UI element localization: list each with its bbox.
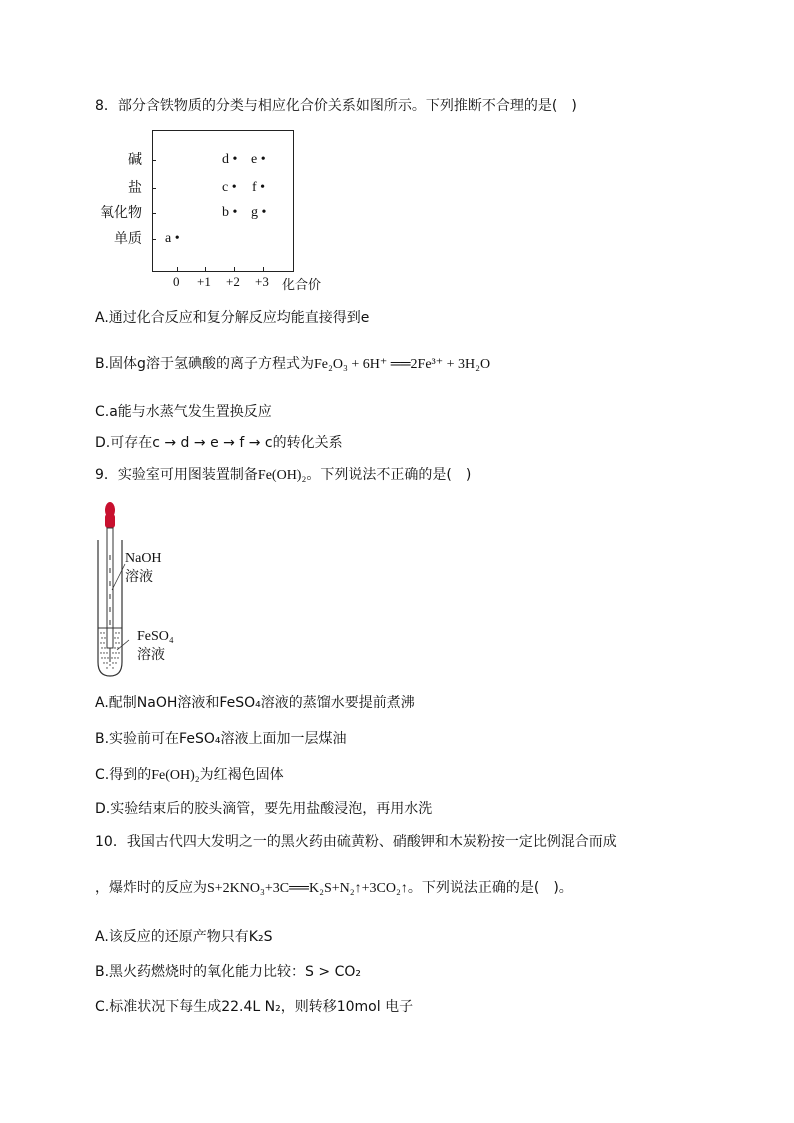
q8-option-c: C.a能与水蒸气发生置换反应: [95, 404, 272, 420]
point-e: e •: [251, 152, 266, 167]
q9-option-c: [95, 765, 284, 786]
x-axis-label: 化合价: [282, 278, 322, 293]
q10-reaction-equation: S+2KNO₃+3C══K₂S+N₂↑+3CO₂↑: [207, 881, 408, 896]
q8-stem: 8．部分含铁物质的分类与相应化合价关系如图所示。下列推断不合理的是( ): [95, 98, 577, 114]
dropper-bulb-base: [105, 514, 115, 528]
dropper-stem: [107, 528, 113, 648]
point-c: c •: [222, 180, 237, 195]
x-tick-1: +1: [197, 274, 211, 289]
q10-stem-tail: 。下列说法正确的是( )。: [407, 880, 573, 896]
point-b: b •: [222, 205, 238, 220]
q10-option-a: A.该反应的还原产物只有K₂S: [95, 929, 273, 945]
y-label-element: 单质: [114, 231, 142, 247]
q10-stem-text: ，爆炸时的反应为: [95, 880, 207, 896]
valence-chart: [95, 130, 345, 300]
point-g: g •: [251, 205, 267, 220]
q10-option-b: B.黑火药燃烧时的氧化能力比较：S > CO₂: [95, 964, 361, 980]
y-label-base: 碱: [128, 152, 142, 168]
q8-option-d: D.可存在c → d → e → f → c的转化关系: [95, 435, 343, 451]
point-f: f •: [252, 180, 266, 195]
q9-stem-formula: Fe(OH)₂: [257, 468, 307, 483]
point-a: a •: [165, 231, 180, 246]
q9-option-c-text: C.得到的: [95, 767, 152, 783]
q9-option-a: A.配制NaOH溶液和FeSO₄溶液的蒸馏水要提前煮沸: [95, 695, 415, 711]
y-label-salt: 盐: [128, 180, 142, 196]
q8-option-b-equation: Fe₂O₃ + 6H⁺ ══2Fe³⁺ + 3H₂O: [313, 357, 491, 372]
q9-option-b: B.实验前可在FeSO₄溶液上面加一层煤油: [95, 731, 347, 747]
q9-option-c-formula: Fe(OH)₂: [151, 768, 200, 783]
q8-option-b-text: B.固体g溶于氢碘酸的离子方程式为: [95, 356, 314, 372]
x-tick-2: +2: [226, 274, 240, 289]
q10-option-c: C.标准状况下每生成22.4L N₂，则转移10mol 电子: [95, 999, 414, 1015]
q9-stem-tail: 。下列说法不正确的是( ): [306, 467, 472, 483]
q9-option-d: D.实验结束后的胶头滴管，要先用盐酸浸泡，再用水洗: [95, 801, 433, 817]
point-d: d •: [222, 152, 238, 167]
x-tick-3: +3: [255, 274, 269, 289]
q9-stem-text: 9．实验室可用图装置制备: [95, 467, 258, 483]
fig-label-naoh: NaOH: [125, 551, 162, 566]
test-tube-figure: [95, 500, 205, 680]
q8-option-a: A.通过化合反应和复分解反应均能直接得到e: [95, 310, 370, 326]
q10-stem-line2: [95, 878, 573, 899]
q10-stem-line1: 10．我国古代四大发明之一的黑火药由硫黄粉、硝酸钾和木炭粉按一定比例混合而成: [95, 834, 617, 850]
fig-label-feso4: FeSO₄: [137, 629, 174, 644]
x-tick-0: 0: [173, 274, 180, 289]
q9-option-c-tail: 为红褐色固体: [199, 767, 284, 783]
q8-option-b: [95, 354, 490, 375]
fig-label-naoh-solution: 溶液: [125, 569, 153, 585]
y-label-oxide: 氧化物: [100, 205, 142, 221]
fig-label-feso4-solution: 溶液: [137, 647, 165, 663]
q9-stem: [95, 465, 471, 486]
